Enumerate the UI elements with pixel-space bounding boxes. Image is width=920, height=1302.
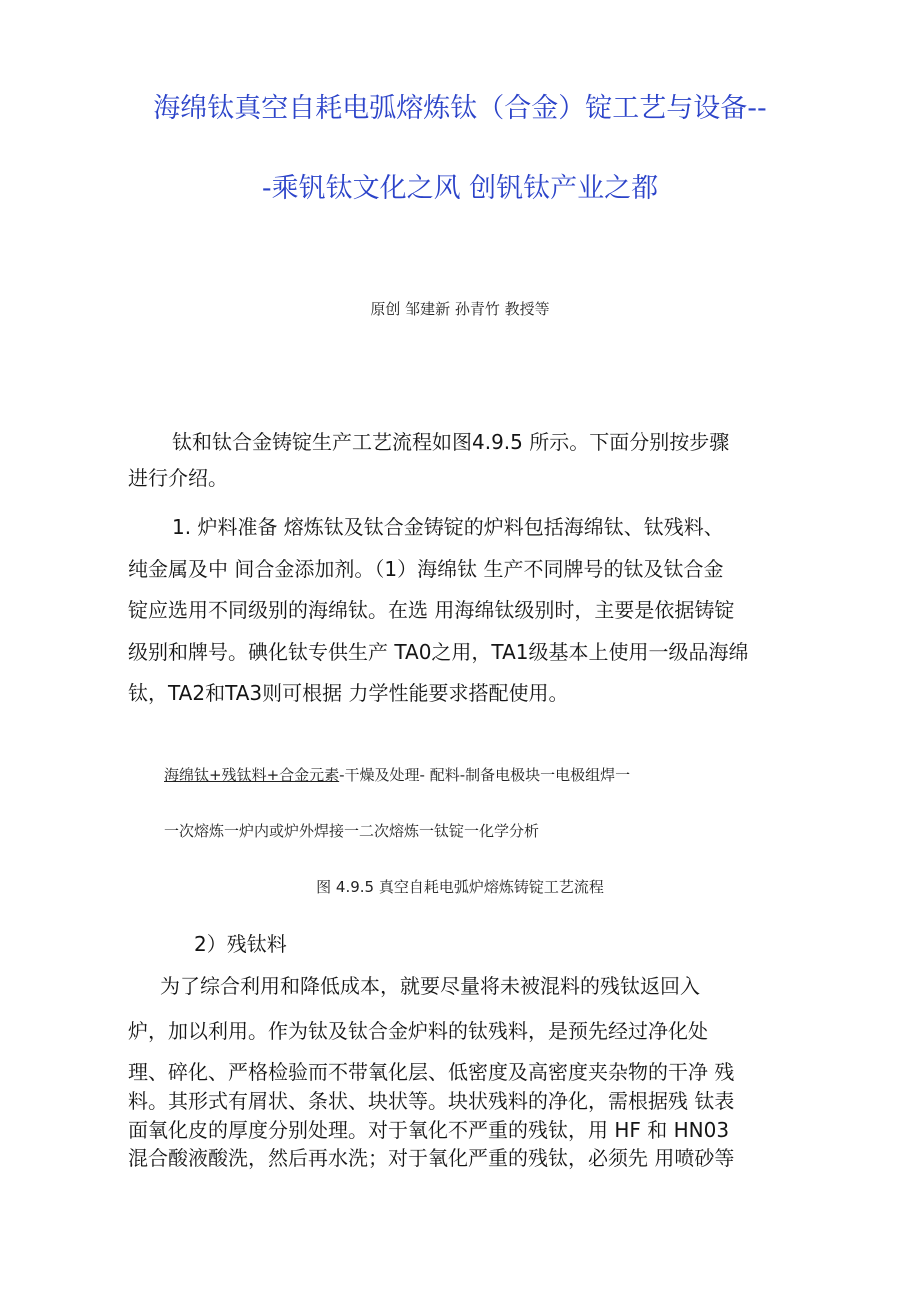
document-title-line-1: 海绵钛真空自耗电弧熔炼钛（合金）锭工艺与设备-- xyxy=(153,93,767,124)
section2-line-3: 理、碎化、严格检验而不带氧化层、低密度及高密度夹杂物的干净 残 xyxy=(128,1060,735,1084)
flow-materials-underlined: 海绵钛+残钛料+合金元素 xyxy=(164,766,340,784)
document-title-line-2: -乘钒钛文化之风 创钒钛产业之都 xyxy=(261,173,659,204)
section1-line-2: 纯金属及中 间合金添加剂。（1）海绵钛 生产不同牌号的钛及钛合金 xyxy=(128,557,724,581)
section2-heading: 2）残钛料 xyxy=(194,932,287,956)
section2-line-5: 面氧化皮的厚度分别处理。对于氧化不严重的残钛，用 HF 和 HN03 xyxy=(128,1118,730,1142)
section1-line-5: 钛，TA2和TA3则可根据 力学性能要求搭配使用。 xyxy=(128,681,569,705)
author-line: 原创 邹建新 孙青竹 教授等 xyxy=(370,300,550,318)
section2-line-1: 为了综合利用和降低成本，就要尽量将未被混料的残钛返回入 xyxy=(160,974,700,998)
section1-line-3: 锭应选用不同级别的海绵钛。在选 用海绵钛级别时，主要是依据铸锭 xyxy=(128,598,735,622)
section2-line-4: 料。其形式有屑状、条状、块状等。块状残料的净化，需根据残 钛表 xyxy=(128,1089,735,1113)
figure-caption: 图 4.9.5 真空自耗电弧炉熔炼铸锭工艺流程 xyxy=(316,878,604,896)
intro-line-2: 进行介绍。 xyxy=(128,466,228,490)
flow-chart-line-2: 一次熔炼一炉内或炉外焊接一二次熔炼一钛锭一化学分析 xyxy=(164,822,540,840)
section2-line-2: 炉，加以利用。作为钛及钛合金炉料的钛残料，是预先经过净化处 xyxy=(128,1019,708,1043)
flow-chart-line-1 xyxy=(164,764,630,785)
section1-line-1: 1. 炉料准备 熔炼钛及钛合金铸锭的炉料包括海绵钛、钛残料、 xyxy=(172,515,724,539)
intro-line-1: 钛和钛合金铸锭生产工艺流程如图4.9.5 所示。下面分别按步骤 xyxy=(172,430,730,454)
section1-line-4: 级别和牌号。碘化钛专供生产 TA0之用，TA1级基本上使用一级品海绵 xyxy=(128,640,749,664)
flow-steps-rest: -干燥及处理- 配料-制备电极块一电极组焊一 xyxy=(339,766,631,784)
section2-line-6: 混合酸液酸洗，然后再水洗；对于氧化严重的残钛，必须先 用喷砂等 xyxy=(128,1146,735,1170)
